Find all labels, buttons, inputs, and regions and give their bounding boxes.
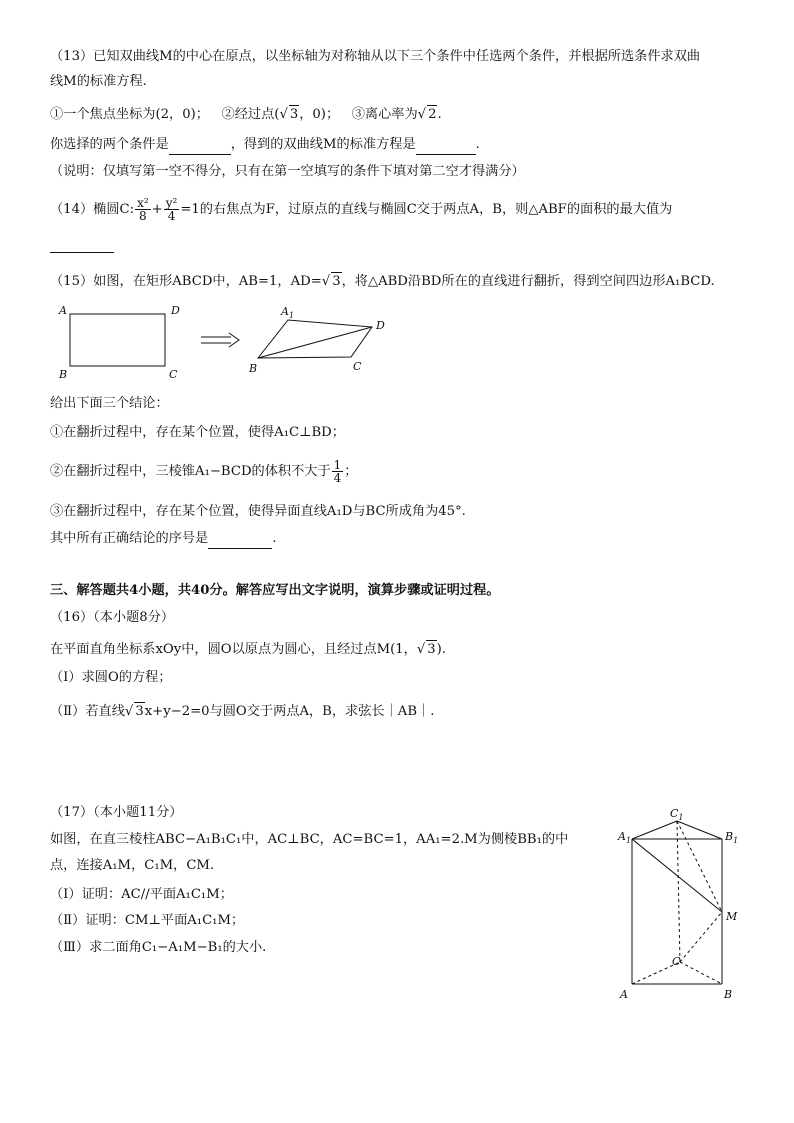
q16-p2: （Ⅱ）若直线√ 3x+y−2=0与圆O交于两点A，B，求弦长｜AB｜. [50,704,435,719]
q17-l1: 如图，在直三棱柱ABC−A₁B₁C₁中，AC⊥BC，AC=BC=1，AA₁=2.M为侧棱BB₁的中 [50,832,569,847]
q15-given: 给出下面三个结论： [50,396,169,411]
q13-fill: 你选择的两个条件是 ，得到的双曲线M的标准方程是 . [50,136,480,155]
q13-cond1: ①一个焦点坐标为(2，0)； [50,107,209,122]
rect-label-b: B [59,368,68,381]
q15-c1: ①在翻折过程中，存在某个位置，使得A₁C⊥BD； [50,425,345,440]
q16-p1: （Ⅰ）求圆O的方程； [50,670,172,685]
rect-label-c: C [169,368,178,381]
prism-label-b1: $B_1$ [725,830,739,845]
q13-blank1[interactable] [169,136,231,155]
prism-label-b: B [724,988,733,1001]
prism-label-m: M [726,910,738,923]
fold-label-b: B [249,362,258,375]
diagonal-bd [258,327,372,358]
q14-frac-x: $\frac{\text{x²}}{8}$ [137,196,149,223]
fold-label-a1: $A_1$ [281,305,295,320]
q15-blank[interactable] [208,530,272,549]
q15-line: （15）如图，在矩形ABCD中，AB=1，AD=√ 3，将△ABD沿BD所在的直线进行翻折，得到空间四边形A₁BCD. [50,274,715,289]
q17-prism-figure [612,802,757,1007]
rect-label-a: A [59,304,67,317]
rectangle-abcd [70,314,165,366]
q17-l2: 点，连接A₁M，C₁M，CM. [50,858,215,873]
q15-ask: 其中所有正确结论的序号是 . [50,530,276,549]
arrow-icon [201,333,239,347]
q14-line: （14）椭圆C: $\frac{\text{x²}}{8}$ + $\frac{\text{y²}}{4}$ =1的右焦点为F，过原点的直线与椭圆C交于两点A，B，则△ABF的面积的最大值为 [50,196,673,223]
q17-p2: （Ⅱ）证明：CM⊥平面A₁C₁M； [50,913,245,928]
fold-label-d: D [376,319,385,332]
section3-heading: 三、解答题共4小题，共40分。解答应写出文字说明，演算步骤或证明过程。 [50,583,500,598]
q17-head: （17）（本小题11分） [50,805,183,820]
q13-cond2: ②经过点(√ 3，0)； [221,107,340,122]
q14-frac-y: $\frac{\text{y²}}{4}$ [165,196,178,223]
prism-label-c1: $C_1$ [670,807,684,822]
q13-conditions [50,105,442,124]
q17-p3: （Ⅲ）求二面角C₁−A₁M−B₁的大小. [50,940,267,955]
rect-label-d: D [171,304,180,317]
q13-cond3: ③离心率为√ 2. [351,107,442,122]
q15-figure [55,302,395,382]
fold-label-c: C [353,360,362,373]
q13-note: （说明：仅填写第一空不得分，只有在第一空填写的条件下填对第二空才得满分） [50,164,525,179]
prism-label-c: C [672,955,681,968]
folded-quadrilateral [258,320,372,358]
q13-blank2[interactable] [416,136,476,155]
q13-line2: 线M的标准方程. [50,74,147,89]
prism-label-a1: $A_1$ [618,830,632,845]
q15-c2: ②在翻折过程中，三棱锥A₁−BCD的体积不大于 $\frac{1}{4}$ ； [50,458,358,485]
q14-blank[interactable] [50,242,114,253]
q16-head: （16）（本小题8分） [50,610,175,625]
q16-body: 在平面直角坐标系xOy中，圆O以原点为圆心，且经过点M(1，√ 3). [50,642,446,657]
q13-line1: （13）已知双曲线M的中心在原点，以坐标轴为对称轴从以下三个条件中任选两个条件，并根据所选条件求双曲 [50,49,701,64]
prism-label-a: A [620,988,628,1001]
q17-p1: （Ⅰ）证明：AC//平面A₁C₁M； [50,887,233,902]
q15-c3: ③在翻折过程中，存在某个位置，使得异面直线A₁D与BC所成角为45°. [50,504,466,519]
